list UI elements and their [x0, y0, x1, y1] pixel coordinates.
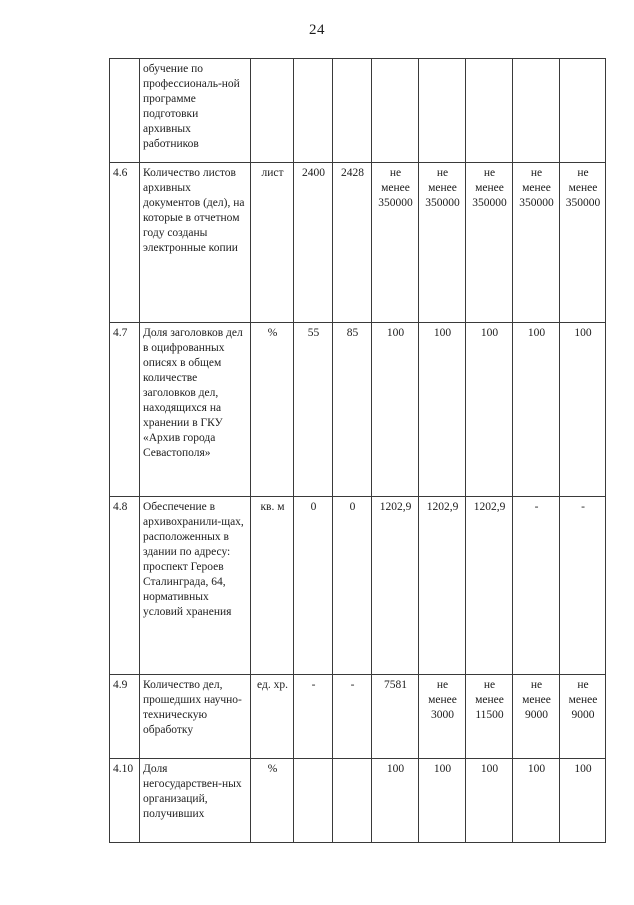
indicator-name: обучение по профессиональ-ной программе подготовки архивных работников — [140, 59, 251, 163]
value-cell: не менее 350000 — [372, 163, 419, 323]
value-cell — [294, 59, 333, 163]
value-cell: 100 — [513, 759, 560, 843]
value-cell: 1202,9 — [466, 497, 513, 675]
row-number: 4.10 — [110, 759, 140, 843]
value-cell — [419, 59, 466, 163]
value-cell: 100 — [560, 323, 606, 497]
value-cell — [372, 59, 419, 163]
unit-cell: % — [251, 323, 294, 497]
value-cell — [294, 759, 333, 843]
value-cell: - — [513, 497, 560, 675]
value-cell: 55 — [294, 323, 333, 497]
indicator-name: Доля заголовков дел в оцифрованных описях в общем количестве заголовков дел, находящихся на хранении в ГКУ «Архив города Севастополя» — [140, 323, 251, 497]
value-cell — [466, 59, 513, 163]
table-row — [110, 675, 606, 759]
value-cell — [333, 759, 372, 843]
unit-cell: кв. м — [251, 497, 294, 675]
table-row — [110, 163, 606, 323]
value-cell: не менее 350000 — [513, 163, 560, 323]
value-cell: 1202,9 — [372, 497, 419, 675]
value-cell: не менее 350000 — [419, 163, 466, 323]
row-number — [110, 59, 140, 163]
value-cell: 100 — [372, 759, 419, 843]
value-cell: не менее 9000 — [560, 675, 606, 759]
value-cell — [513, 59, 560, 163]
value-cell: - — [294, 675, 333, 759]
indicator-name: Обеспечение в архивохранили-щах, расположенных в здании по адресу: проспект Героев Сталинграда, 64, нормативных условий хранения — [140, 497, 251, 675]
row-number: 4.7 — [110, 323, 140, 497]
table-row — [110, 323, 606, 497]
indicator-name: Количество листов архивных документов (дел), на которые в отчетном году созданы электронные копии — [140, 163, 251, 323]
row-number: 4.6 — [110, 163, 140, 323]
value-cell: 2400 — [294, 163, 333, 323]
value-cell: 100 — [513, 323, 560, 497]
value-cell: не менее 9000 — [513, 675, 560, 759]
row-number: 4.8 — [110, 497, 140, 675]
value-cell: 7581 — [372, 675, 419, 759]
page-number: 24 — [309, 22, 325, 38]
value-cell: 85 — [333, 323, 372, 497]
row-number: 4.9 — [110, 675, 140, 759]
value-cell: не менее 3000 — [419, 675, 466, 759]
value-cell: 0 — [333, 497, 372, 675]
value-cell: не менее 350000 — [560, 163, 606, 323]
value-cell — [333, 59, 372, 163]
value-cell: 100 — [372, 323, 419, 497]
indicator-name: Доля негосударствен-ных организаций, получивших — [140, 759, 251, 843]
table-row — [110, 59, 606, 163]
value-cell: 2428 — [333, 163, 372, 323]
value-cell: 0 — [294, 497, 333, 675]
unit-cell — [251, 59, 294, 163]
value-cell: 100 — [466, 323, 513, 497]
value-cell: 1202,9 — [419, 497, 466, 675]
value-cell: 100 — [466, 759, 513, 843]
indicators-table — [109, 58, 606, 843]
unit-cell: лист — [251, 163, 294, 323]
value-cell: 100 — [419, 323, 466, 497]
table-row — [110, 497, 606, 675]
table-row — [110, 759, 606, 843]
value-cell: 100 — [560, 759, 606, 843]
value-cell: не менее 350000 — [466, 163, 513, 323]
value-cell: - — [333, 675, 372, 759]
unit-cell: ед. хр. — [251, 675, 294, 759]
value-cell — [560, 59, 606, 163]
value-cell: - — [560, 497, 606, 675]
unit-cell: % — [251, 759, 294, 843]
indicator-name: Количество дел, прошедших научно-техническую обработку — [140, 675, 251, 759]
value-cell: не менее 11500 — [466, 675, 513, 759]
value-cell: 100 — [419, 759, 466, 843]
